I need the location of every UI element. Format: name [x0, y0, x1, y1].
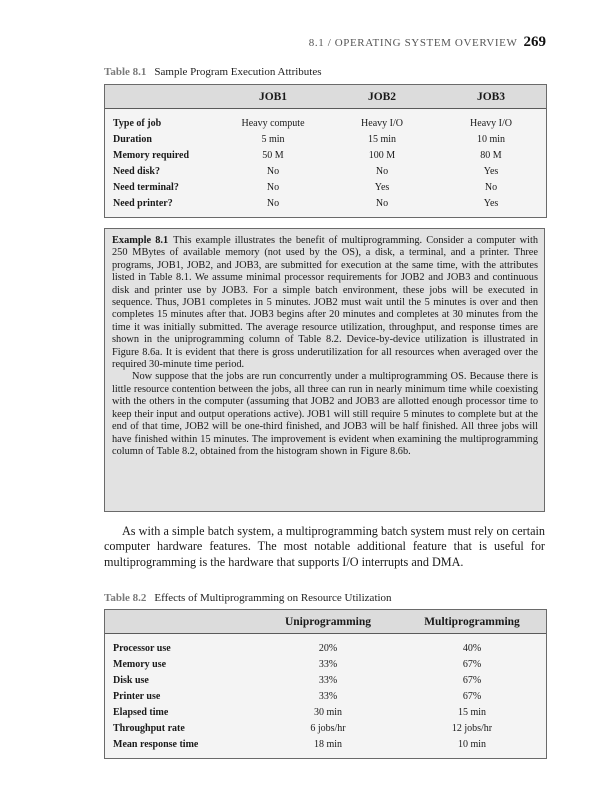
example-paragraph-2: Now suppose that the jobs are run concurrently under a multiprogramming OS. Because there is little resource contention between the jobs, all three can run in nearly minimum time while coexisting with the others in the computer (assuming that JOB2 and JOB3 are allotted enough processor time to keep their input and output operations active). JOB1 will still require 5 minutes to complete but at the end of that time, JOB2 will be one-third finished, and JOB3 will be half finished. All three jobs will have finished within 15 minutes. The improvement is evident when examining the multiprogramming column of Table 8.2, obtained from the histogram shown in Figure 8.6b.: [112, 371, 538, 457]
table-header-row: [105, 85, 546, 109]
column-header: Uniprogramming: [258, 610, 398, 634]
table-8-2-title: Effects of Multiprogramming on Resource Utilization: [154, 592, 392, 604]
table-row: [105, 179, 546, 195]
table-cell: 67%: [462, 658, 482, 670]
table-cell: No: [266, 197, 280, 209]
column-header: JOB3: [436, 85, 546, 109]
row-label: Memory use: [113, 658, 167, 670]
page-number: 269: [523, 34, 546, 50]
row-label: Mean response time: [113, 738, 199, 750]
row-label: Duration: [113, 133, 152, 145]
table-cell: 6 jobs/hr: [310, 722, 346, 734]
table-cell: Heavy I/O: [361, 117, 403, 129]
table-cell: 10 min: [476, 133, 506, 145]
table-row: [105, 704, 546, 720]
running-header: [300, 33, 546, 51]
table-cell: 40%: [462, 642, 482, 654]
row-label: Type of job: [113, 117, 162, 129]
table-cell: 80 M: [480, 149, 502, 161]
table-cell: Heavy I/O: [470, 117, 512, 129]
table-row: [105, 720, 546, 736]
row-label: Disk use: [113, 674, 149, 686]
table-cell: No: [484, 181, 498, 193]
table-row: [105, 640, 546, 656]
table-cell: 67%: [462, 690, 482, 702]
example-paragraph-text: This example illustrates the benefit of multiprogramming. Consider a computer with 250 MBytes of available memory (not used by the OS), a disk, a terminal, and a printer. Three programs, JOB1, JOB2, and JOB3, are submitted for execution at the same time, with the attributes listed in Table 8.1. We assume minimal processor requirements for JOB2 and JOB3 and continuous disk and printer use by JOB3. For a simple batch environment, these jobs will be executed in sequence. Thus, JOB1 completes in 5 minutes. JOB2 must wait until the 5 minutes is over and then completes 15 minutes after that. JOB3 begins after 20 minutes and completes at 30 minutes from the time it was initially submitted. The average resource utilization, throughput, and response times are shown in the uniprogramming column of Table 8.2. Device-by-device utilization is illustrated in Figure 8.6a. It is evident that there is gross underutilization for all resources when averaged over the required 30-minute time period.: [112, 235, 538, 371]
row-label: Printer use: [113, 690, 161, 702]
table-cell: 100 M: [368, 149, 396, 161]
table-cell: Yes: [483, 197, 499, 209]
table-cell: 10 min: [457, 738, 487, 750]
example-label: Example 8.1: [112, 235, 169, 246]
row-label: Elapsed time: [113, 706, 169, 718]
table-row: [105, 147, 546, 163]
table-row: [105, 672, 546, 688]
table-cell: No: [266, 165, 280, 177]
table-cell: 20%: [318, 642, 338, 654]
table-header-corner: [105, 85, 218, 109]
running-header-section: 8.1 / OPERATING SYSTEM OVERVIEW: [308, 37, 518, 49]
table-cell: No: [375, 165, 389, 177]
row-label: Need printer?: [113, 197, 173, 209]
table-cell: No: [375, 197, 389, 209]
example-box: [104, 228, 545, 512]
table-header-corner: [105, 610, 258, 634]
table-cell: 50 M: [262, 149, 284, 161]
table-cell: 15 min: [367, 133, 397, 145]
table-8-2-caption: [104, 592, 392, 604]
row-label: Throughput rate: [113, 722, 185, 734]
table-cell: 33%: [318, 674, 338, 686]
table-row: [105, 163, 546, 179]
column-header: Multiprogramming: [398, 610, 546, 634]
table-cell: 18 min: [313, 738, 343, 750]
table-cell: 33%: [318, 690, 338, 702]
table-cell: Yes: [374, 181, 390, 193]
table-cell: Yes: [483, 165, 499, 177]
table-8-1-title: Sample Program Execution Attributes: [154, 66, 322, 78]
table-8-1-caption: [104, 66, 322, 78]
table-row: [105, 131, 546, 147]
example-paragraph: [112, 235, 538, 371]
row-label: Need disk?: [113, 165, 160, 177]
row-label: Memory required: [113, 149, 190, 161]
table-cell: 67%: [462, 674, 482, 686]
row-label: Processor use: [113, 642, 171, 654]
table-row: [105, 688, 546, 704]
table-8-1: [104, 84, 547, 218]
table-row: [105, 736, 546, 752]
table-row: [105, 195, 546, 211]
table-header-row: [105, 610, 546, 634]
table-cell: 5 min: [261, 133, 285, 145]
body-paragraph: As with a simple batch system, a multiprogramming batch system must rely on certain computer hardware features. The most notable additional feature that is useful for multiprogramming is the hardware that supports I/O interrupts and DMA.: [104, 524, 545, 569]
row-label: Need terminal?: [113, 181, 179, 193]
table-8-2-label: Table 8.2: [104, 592, 147, 604]
table-8-2: [104, 609, 547, 759]
table-row: [105, 656, 546, 672]
table-cell: 12 jobs/hr: [451, 722, 493, 734]
table-cell: 33%: [318, 658, 338, 670]
table-row: [105, 115, 546, 131]
table-cell: 15 min: [457, 706, 487, 718]
table-cell: No: [266, 181, 280, 193]
table-cell: Heavy compute: [241, 117, 305, 129]
table-cell: 30 min: [313, 706, 343, 718]
table-8-1-label: Table 8.1: [104, 66, 147, 78]
column-header: JOB1: [218, 85, 328, 109]
column-header: JOB2: [328, 85, 436, 109]
